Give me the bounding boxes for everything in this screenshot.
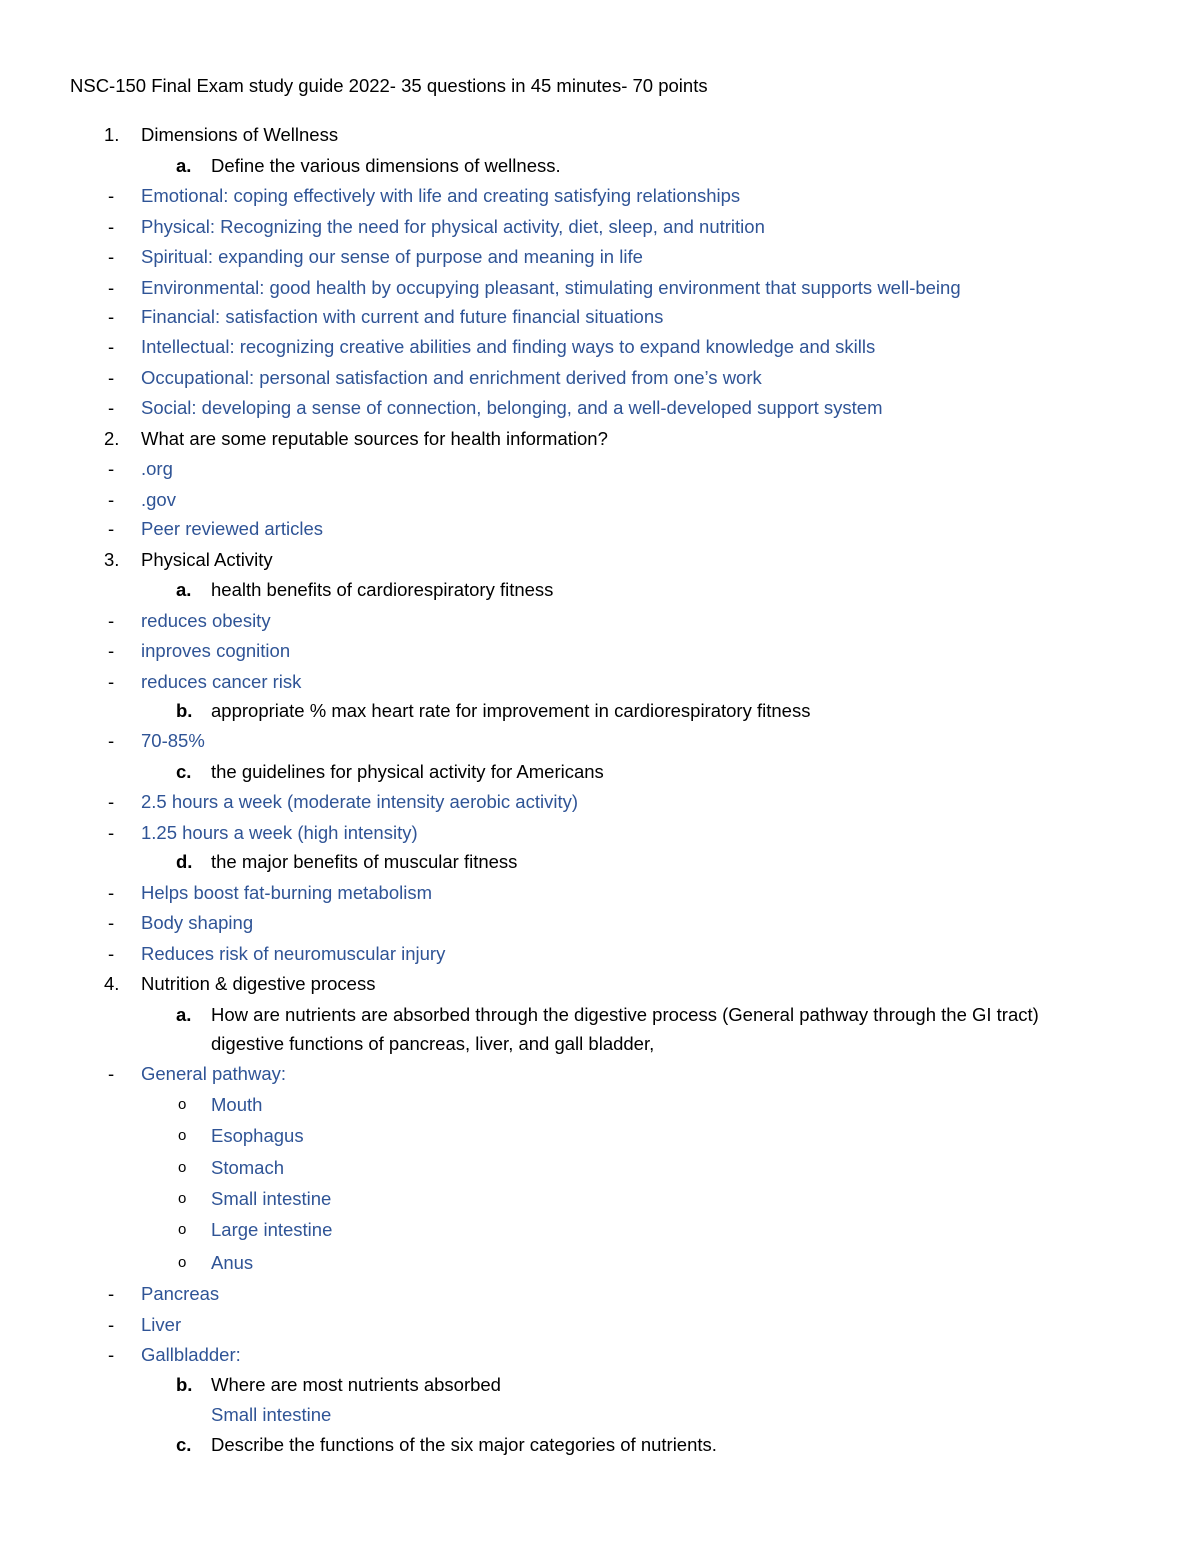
- list-item-text: the major benefits of muscular fitness: [211, 851, 518, 872]
- list-marker: o: [178, 1190, 187, 1207]
- list-item-text: Dimensions of Wellness: [141, 124, 339, 145]
- list-item-text: Helps boost fat-burning metabolism: [141, 882, 433, 903]
- list-marker: o: [178, 1221, 187, 1238]
- list-marker: -: [108, 912, 115, 933]
- list-marker: 2.: [104, 428, 120, 449]
- list-marker: -: [108, 246, 115, 267]
- list-item-text: digestive functions of pancreas, liver, and gall bladder,: [211, 1033, 655, 1054]
- list-marker: d.: [176, 851, 193, 872]
- list-item-text: the guidelines for physical activity for Americans: [211, 761, 604, 782]
- list-marker: c.: [176, 1434, 192, 1455]
- list-marker: c.: [176, 761, 192, 782]
- list-item-text: inproves cognition: [141, 640, 291, 661]
- list-item-text: 70-85%: [141, 730, 205, 751]
- list-marker: -: [108, 882, 115, 903]
- list-item-text: Liver: [141, 1314, 182, 1335]
- list-marker: a.: [176, 579, 192, 600]
- list-item-text: reduces obesity: [141, 610, 271, 631]
- list-item-text: Mouth: [211, 1094, 263, 1115]
- list-marker: -: [108, 943, 115, 964]
- list-item-text: Environmental: good health by occupying pleasant, stimulating environment that supports well-being: [141, 277, 961, 298]
- list-item-text: Small intestine: [211, 1188, 332, 1209]
- list-item-text: Define the various dimensions of wellness.: [211, 155, 561, 176]
- list-item-text: reduces cancer risk: [141, 671, 302, 692]
- document-title: NSC-150 Final Exam study guide 2022- 35 questions in 45 minutes- 70 points: [70, 75, 708, 96]
- list-marker: -: [108, 730, 115, 751]
- list-marker: -: [108, 397, 115, 418]
- list-marker: -: [108, 336, 115, 357]
- list-marker: -: [108, 489, 115, 510]
- list-marker: -: [108, 277, 115, 298]
- list-marker: 1.: [104, 124, 120, 145]
- list-marker: -: [108, 822, 115, 843]
- list-marker: o: [178, 1159, 187, 1176]
- list-item-text: Small intestine: [211, 1404, 332, 1425]
- list-item-text: Social: developing a sense of connection, belonging, and a well-developed support system: [141, 397, 883, 418]
- list-marker: 4.: [104, 973, 120, 994]
- list-marker: 3.: [104, 549, 120, 570]
- list-marker: -: [108, 367, 115, 388]
- list-marker: o: [178, 1096, 187, 1113]
- list-item-text: Large intestine: [211, 1219, 333, 1240]
- list-marker: b.: [176, 700, 193, 721]
- list-item-text: Reduces risk of neuromuscular injury: [141, 943, 446, 964]
- list-item-text: How are nutrients are absorbed through the digestive process (General pathway through the GI tract): [211, 1004, 1039, 1025]
- list-item-text: Financial: satisfaction with current and future financial situations: [141, 306, 664, 327]
- list-item-text: Intellectual: recognizing creative abilities and finding ways to expand knowledge and skills: [141, 336, 876, 357]
- list-item-text: Peer reviewed articles: [141, 518, 323, 539]
- list-marker: -: [108, 610, 115, 631]
- list-marker: b.: [176, 1374, 193, 1395]
- list-marker: -: [108, 1314, 115, 1335]
- list-item-text: 2.5 hours a week (moderate intensity aerobic activity): [141, 791, 579, 812]
- list-item-text: .org: [141, 458, 173, 479]
- list-marker: o: [178, 1254, 187, 1271]
- list-item-text: Gallbladder:: [141, 1344, 241, 1365]
- list-item-text: Physical: Recognizing the need for physical activity, diet, sleep, and nutrition: [141, 216, 765, 237]
- list-marker: -: [108, 216, 115, 237]
- list-item-text: General pathway:: [141, 1063, 287, 1084]
- list-item-text: Emotional: coping effectively with life and creating satisfying relationships: [141, 185, 741, 206]
- list-marker: a.: [176, 1004, 192, 1025]
- list-marker: -: [108, 1344, 115, 1365]
- list-item-text: .gov: [141, 489, 176, 510]
- list-item-text: Describe the functions of the six major categories of nutrients.: [211, 1434, 717, 1455]
- list-item-text: Occupational: personal satisfaction and enrichment derived from one’s work: [141, 367, 762, 388]
- list-marker: -: [108, 518, 115, 539]
- list-item-text: 1.25 hours a week (high intensity): [141, 822, 418, 843]
- list-marker: -: [108, 671, 115, 692]
- list-item-text: health benefits of cardiorespiratory fitness: [211, 579, 554, 600]
- list-marker: -: [108, 1063, 115, 1084]
- list-item-text: Pancreas: [141, 1283, 220, 1304]
- list-item-text: appropriate % max heart rate for improvement in cardiorespiratory fitness: [211, 700, 811, 721]
- list-item-text: Body shaping: [141, 912, 254, 933]
- list-item-text: Anus: [211, 1252, 254, 1273]
- list-marker: -: [108, 791, 115, 812]
- list-marker: -: [108, 458, 115, 479]
- list-item-text: Where are most nutrients absorbed: [211, 1374, 501, 1395]
- list-item-text: Stomach: [211, 1157, 285, 1178]
- list-item-text: Esophagus: [211, 1125, 304, 1146]
- list-item-text: Spiritual: expanding our sense of purpose and meaning in life: [141, 246, 643, 267]
- list-item-text: What are some reputable sources for health information?: [141, 428, 608, 449]
- list-marker: -: [108, 185, 115, 206]
- list-item-text: Physical Activity: [141, 549, 273, 570]
- list-item-text: Nutrition & digestive process: [141, 973, 376, 994]
- list-marker: a.: [176, 155, 192, 176]
- list-marker: -: [108, 1283, 115, 1304]
- list-marker: -: [108, 640, 115, 661]
- list-marker: -: [108, 306, 115, 327]
- list-marker: o: [178, 1127, 187, 1144]
